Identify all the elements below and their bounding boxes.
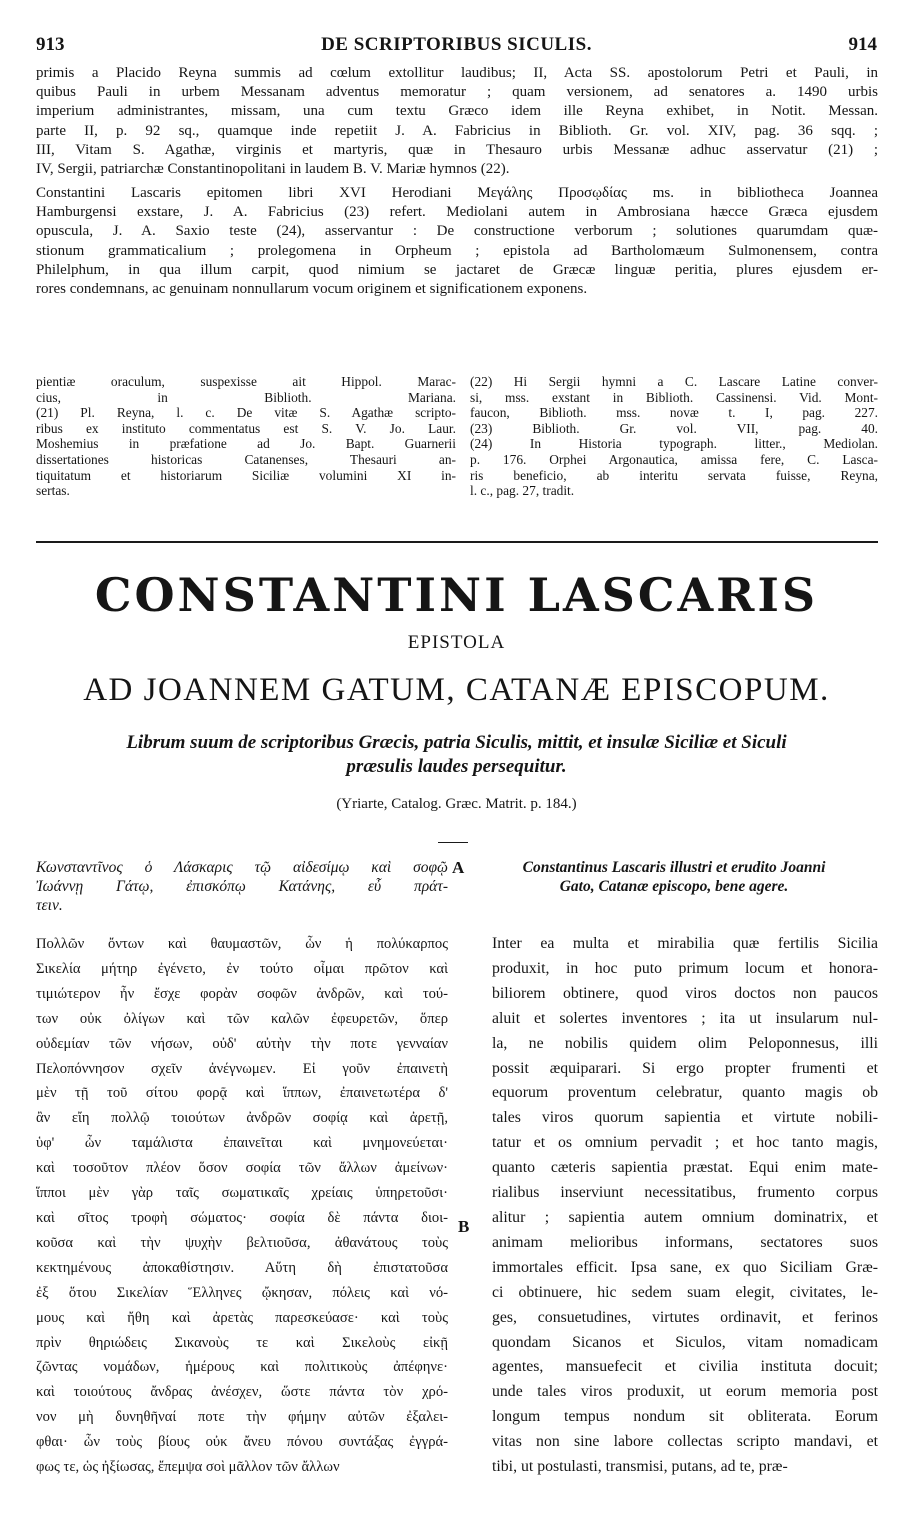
text-line: ἐξ ὅτου Σικελίαν Ἕλληνες ᾤκησαν, πόλεις καὶ νό- bbox=[36, 1284, 448, 1301]
text-line: rores condemnans, ac genuinam nonnullarum vocum originem et significationem exponens. bbox=[36, 281, 588, 298]
footnote-line: (23) Biblioth. Gr. vol. VII, pag. 40. bbox=[470, 420, 878, 436]
text-line: agentes, mansuefecit et civilia instituta docuit; bbox=[492, 1358, 878, 1376]
text-line: οὐδεμίαν τῶν νήσων, οὐδ' αὐτὴν τὴν ποτε γενναίαν bbox=[36, 1035, 448, 1052]
heading-line: Constantinus Lascaris illustri et erudito Joanni bbox=[522, 859, 826, 876]
text-line: tibi, ut postulasti, transmisi, putans, ad te, præ- bbox=[492, 1458, 788, 1476]
text-line: primis a Placido Reyna summis ad cœlum extollitur laudibus; II, Acta SS. apostolorum Petri et Pauli, in bbox=[36, 65, 878, 81]
text-line: πρὶν θηριώδεις Σικανοὺς τε καὶ Σικελοὺς εἰκῇ bbox=[36, 1334, 448, 1351]
text-line: Πελοπόννησον σχεῖν ἀνέγνωμεν. Εἰ γοῦν ἐπαινετὴ bbox=[36, 1060, 448, 1077]
footnote-line: sertas. bbox=[36, 483, 70, 499]
footnote-line: pientiæ oraculum, suspexisse ait Hippol. Marac- bbox=[36, 374, 456, 389]
text-line: quibus Pauli in urbem Messanam adventus memoratur ; quam versionem, ad senatores a. 1490 urbis bbox=[36, 84, 878, 101]
latin-text-column bbox=[492, 932, 878, 1480]
text-line: καὶ τοσοῦτον πλέον ὅσον σοφία τῶν ἄλλων ἀμείνων· bbox=[36, 1160, 448, 1177]
subtitle-line-2: præsulis laudes persequitur. bbox=[346, 756, 567, 777]
heading-line: Κωνσταντῖνος ὁ Λάσκαρις τῷ αἰδεσίμῳ καὶ σοφῷ bbox=[36, 859, 448, 876]
footnote-line: (22) Hi Sergii hymni a C. Lascare Latine conver- bbox=[470, 374, 878, 389]
text-line: ζῶντας νομάδων, ἡμέρους καὶ πολιτικοὺς ἀπέφηνε· bbox=[36, 1359, 448, 1376]
text-line: φως τε, ὡς ἠξίωσας, ἔπεμψα σοὶ μᾶλλον τῶν ἄλλων bbox=[36, 1459, 340, 1476]
title-epistola: EPISTOLA bbox=[407, 632, 506, 653]
text-line: tales viros quorum sapientia et virtute nobili- bbox=[492, 1109, 878, 1127]
footnote-line: (24) In Historia typograph. litter., Mediolan. bbox=[470, 436, 878, 452]
text-line: equorum proventum celebratur, quanto magis ob bbox=[492, 1084, 878, 1102]
text-line: φθαι· ὧν τοὺς βίους οὐκ ἄνευ πόνου συντάξας ἐγγρά- bbox=[36, 1434, 448, 1451]
title-author: CONSTANTINI LASCARIS bbox=[94, 568, 819, 622]
text-line: la, ne nobilis quidem olim Peloponnesus, illi bbox=[492, 1034, 878, 1052]
footnote-line: dissertationes historicas Catanenses, Thesauri an- bbox=[36, 451, 456, 467]
source-reference: (Yriarte, Catalog. Græc. Matrit. p. 184.) bbox=[336, 796, 577, 812]
footnote-line: ribus ex instituto commentatus est S. V. Jo. Laur. bbox=[36, 420, 456, 436]
text-line: Πολλῶν ὄντων καὶ θαυμαστῶν, ὧν ἡ πολύκαρπος bbox=[36, 936, 448, 952]
text-line: opuscula, J. A. Saxio teste (24), asservantur : De constructione verborum ; solutiones quarumdam quæ- bbox=[36, 223, 878, 240]
footnotes-right-column bbox=[470, 374, 878, 499]
text-line: ci obtinuere, hic sedem suam elegit, civitates, le- bbox=[492, 1283, 878, 1301]
text-line: III, Vitam S. Agathæ, virginis et martyris, quæ in Thesauro urbis Messanæ adhuc asservatur (21) ; bbox=[36, 141, 878, 158]
text-line: Inter ea multa et mirabilia quæ fertilis Sicilia bbox=[492, 935, 878, 952]
second-paragraph bbox=[36, 184, 878, 299]
text-line: ὑφ' ὧν ταμάλιστα ἐπαινεῖται καὶ μνημονεύεται· bbox=[36, 1135, 448, 1152]
footnote-line: ris beneficio, ab interitu servata fuisse, Reyna, bbox=[470, 467, 878, 483]
text-line: longum tempus nondum sit obliterata. Eorum bbox=[492, 1408, 878, 1426]
text-line: produxit, in hoc puto primum locum et honora- bbox=[492, 959, 878, 977]
text-line: rialibus inserviunt necessitatibus, frumento corpus bbox=[492, 1184, 878, 1202]
text-line: κοῦσα καὶ τὴν ψυχὴν βελτιοῦσα, ἀθανάτους τοὺς bbox=[36, 1234, 448, 1251]
text-line: stionum grammaticalium ; prolegomena in Orpheum ; epistola ad Bartholomæum Sulmonensem, contra bbox=[36, 242, 878, 259]
top-paragraph bbox=[36, 64, 878, 179]
title-recipient: AD JOANNEM GATUM, CATANÆ EPISCOPUM. bbox=[83, 672, 830, 708]
greek-text-column bbox=[36, 932, 448, 1480]
text-line: Hamburgensi exstare, J. A. Fabricius (23) refert. Mediolani autem in Ambrosiana hæcce Græca ejusdem bbox=[36, 204, 878, 221]
section-divider-rule bbox=[36, 541, 878, 543]
text-line: unde tales viros produxit, ut eorum memoria post bbox=[492, 1383, 878, 1401]
text-line: Constantini Lascaris epitomen libri XVI Herodiani Μεγάλης Προσῳδίας ms. in bibliotheca Joannea bbox=[36, 185, 878, 201]
column-marker-b: B bbox=[458, 1217, 470, 1236]
footnotes-left-column bbox=[36, 374, 456, 499]
short-divider-rule bbox=[438, 842, 468, 843]
footnote-line: tiquitatum et historiarum Siciliæ volumini XI in- bbox=[36, 467, 456, 483]
text-line: ἂν εἴη πολλῷ τοιούτων ἀνδρῶν σοφίᾳ καὶ ἀρετῇ, bbox=[36, 1110, 448, 1127]
page-number-left: 913 bbox=[36, 34, 65, 55]
text-line: καὶ σῖτος τροφὴ σώματος· σοφία δὲ πάντα διοι- bbox=[36, 1209, 448, 1226]
text-line: μους καὶ ἤθη καὶ ἀρετὰς παρεσκεύασε· καὶ τοὺς bbox=[36, 1309, 448, 1326]
text-line: biliorem obtinere, quod viros doctos non paucos bbox=[492, 984, 878, 1002]
page-number-right: 914 bbox=[848, 34, 877, 55]
running-title: DE SCRIPTORIBUS SICULIS. bbox=[321, 34, 592, 55]
text-line: vitas non sine labore collectas scripto mandavi, et bbox=[492, 1433, 878, 1451]
text-line: immortales efficit. Ipsa sane, ex quo Siciliam Græ- bbox=[492, 1258, 878, 1276]
text-line: μὲν τῇ τοῦ σίτου φορᾷ καὶ ἵππων, ἐπαινετωτέρα δ' bbox=[36, 1085, 448, 1102]
text-line: aluit et solertes inventores ; ita ut insularum nul- bbox=[492, 1009, 878, 1027]
footnote-line: (21) Pl. Reyna, l. c. De vitæ S. Agathæ scripto- bbox=[36, 405, 456, 421]
heading-line: Gato, Catanæ episcopo, bene agere. bbox=[559, 878, 789, 895]
heading-line: τειν. bbox=[36, 897, 63, 914]
footnote-line: l. c., pag. 27, tradit. bbox=[470, 483, 575, 499]
greek-heading bbox=[36, 858, 448, 915]
text-line: parte II, p. 92 sq., quamque inde repetiit J. A. Fabricius in Biblioth. Gr. vol. XIV, pag. 36 sqq. ; bbox=[36, 122, 878, 139]
latin-heading bbox=[470, 858, 878, 896]
text-line: tatur et os omnium pervadit ; et hoc tanto magis, bbox=[492, 1134, 878, 1152]
text-line: κεκτημένους ἀποκαθίστησιν. Αὕτη δὴ ἐπιστατοῦσα bbox=[36, 1259, 448, 1276]
text-line: animam melioribus informans, sectatores suos bbox=[492, 1233, 878, 1251]
running-header bbox=[36, 34, 877, 58]
footnote-line: Moshemius in præfatione ad Jo. Bapt. Guarnerii bbox=[36, 436, 456, 452]
text-line: ges, consuetudines, virtutes ordinavit, et ferinos bbox=[492, 1308, 878, 1326]
text-line: καὶ τοιούτους ἄνδρας ἀνέσχεν, ὥστε πάντα τὸν χρό- bbox=[36, 1384, 448, 1401]
text-line: ἵπποι μὲν γὰρ ταῖς σωματικαῖς χρείαις ὑπηρετοῦσι· bbox=[36, 1185, 448, 1202]
text-line: των οὐκ ὀλίγων καὶ τῶν καλῶν ἐφευρετῶν, ὅπερ bbox=[36, 1010, 448, 1027]
text-line: quanto cæteris sapientia præstat. Equi enim mate- bbox=[492, 1159, 878, 1177]
column-marker-a: A bbox=[452, 858, 465, 877]
footnote-line: cius, in Biblioth. Mariana. bbox=[36, 389, 456, 405]
text-line: possit æquiparari. Si ergo propter frumenti et bbox=[492, 1059, 878, 1077]
text-line: quondam Sicanos et Siculos, vitam nomadicam bbox=[492, 1333, 878, 1351]
text-line: Σικελία μήτηρ ἐγένετο, ἐν τούτο οἶμαι πρῶτον καὶ bbox=[36, 960, 448, 977]
subtitle-line-1: Librum suum de scriptoribus Græcis, patria Siculis, mittit, et insulæ Siciliæ et Siculi bbox=[126, 732, 787, 753]
heading-line: Ἰωάννῃ Γάτῳ, ἐπισκόπῳ Κατάνης, εὖ πράτ- bbox=[36, 878, 448, 895]
footnote-line: si, mss. exstant in Biblioth. Cassinensi. Vid. Mont- bbox=[470, 389, 878, 405]
text-line: Philelphum, in qua illum carpit, quod nimium se jactaret de Græcæ linguæ peritia, plures ejusdem er- bbox=[36, 261, 878, 278]
text-line: imperium administrantes, missam, una cum textu Græco idem ille Reyna exhibet, in Notit. Messan. bbox=[36, 103, 878, 120]
text-line: τιμιώτερον ἦν ἔσχε φορὰν σοφῶν ἀνδρῶν, καὶ τού- bbox=[36, 985, 448, 1002]
footnote-line: faucon, Biblioth. mss. novæ t. I, pag. 227. bbox=[470, 405, 878, 421]
text-line: IV, Sergii, patriarchæ Constantinopolitani in laudem B. V. Mariæ hymnos (22). bbox=[36, 161, 510, 178]
text-line: alitur ; sapientia autem omnium dominatrix, et bbox=[492, 1208, 878, 1226]
text-line: νον μὴ δυνηθῆναί ποτε τὴν φήμην αὐτῶν ἐξαλει- bbox=[36, 1409, 448, 1426]
footnote-line: p. 176. Orphei Argonautica, amissa fere, C. Lasca- bbox=[470, 451, 878, 467]
